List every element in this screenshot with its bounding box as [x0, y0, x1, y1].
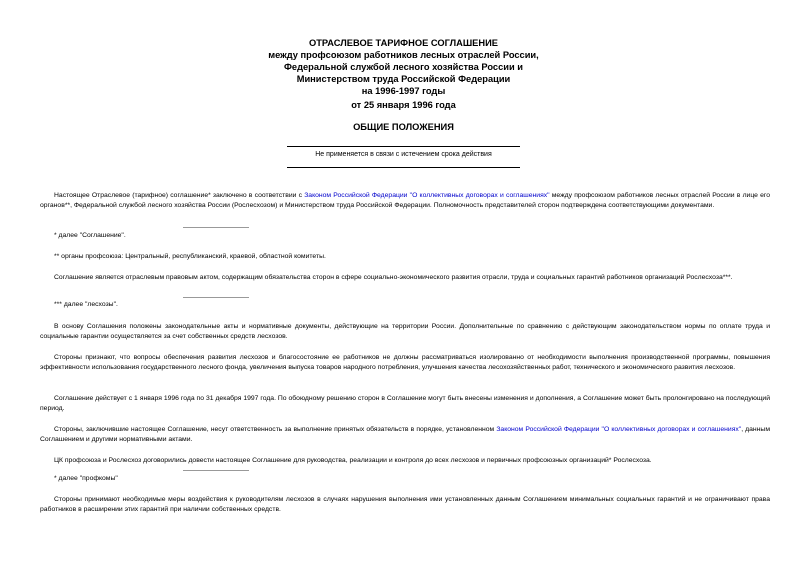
divider: [287, 167, 520, 168]
paragraph-5: Соглашение действует с 1 января 1996 года по 31 декабря 1997 года. По обоюдному решению сторон в Соглашение могут быть внесены изменения и дополнения, а Соглашение может быть пролонгировано на последующий период.: [40, 395, 770, 412]
law-link[interactable]: Законом Российской Федерации "О коллективных договорах и соглашениях": [496, 426, 742, 433]
law-link[interactable]: Законом Российской Федерации "О коллективных договорах и соглашениях": [304, 192, 550, 199]
title-line: между профсоюзом работников лесных отраслей России,: [268, 50, 539, 60]
footnote-divider: [183, 297, 249, 298]
document-title: [0, 37, 807, 97]
section-heading: ОБЩИЕ ПОЛОЖЕНИЯ: [353, 122, 454, 132]
title-line: Министерством труда Российской Федерации: [296, 74, 511, 84]
document-date: от 25 января 1996 года: [351, 100, 456, 110]
divider: [287, 146, 520, 147]
footnote: * далее "Соглашение".: [54, 232, 126, 239]
paragraph-1: [40, 191, 770, 211]
paragraph-3: В основу Соглашения положены законодательные акты и нормативные документы, действующие на территории России. Дополнительные по сравнению с действующим законодательством нормы по оплате труда и социальные гарантии осуществляется за счет собственных средств лесхозов.: [40, 323, 770, 340]
paragraph-6: [40, 425, 770, 445]
text: , данным Соглашением и другими нормативными актами.: [40, 426, 770, 443]
paragraph-4: Стороны признают, что вопросы обеспечения развития лесхозов и благосостояние ее работников не должны рассматриваться изолированно от необходимости выполнения производственной программы, повышения эффективности использования государственного лесного фонда, увеличения выпуска товаров народного потребления, улучшения качества лесохозяйственных работ, технического и экономического развития лесхозов.: [40, 354, 770, 371]
paragraph-2: Соглашение является отраслевым правовым актом, содержащим обязательства сторон в сфере социально-экономического развития отрасли, труда и социальных гарантий работников организаций Рослесхоза***.: [54, 274, 733, 281]
footnote: ** органы профсоюза: Центральный, республиканский, краевой, областной комитеты.: [54, 253, 326, 260]
text: между профсоюзом работников лесных отраслей России в лице его органов**, Федеральной службой лесного хозяйства России (Рослесхозом) и Министерством труда Российской Федерации. Полномочность представителей сторон подтверждена соответствующими документами.: [40, 192, 770, 209]
status-note: Не применяется в связи с истечением срока действия: [315, 151, 492, 158]
footnote: *** далее "лесхозы".: [54, 301, 118, 308]
paragraph-7: ЦК профсоюза и Рослесхоз договорились довести настоящее Соглашение для руководства, реализации и контроля до всех лесхозов и первичных профсоюзных организаций* Рослесхоза.: [54, 457, 652, 464]
footnote: * далее "профкомы": [54, 475, 118, 482]
title-line: ОТРАСЛЕВОЕ ТАРИФНОЕ СОГЛАШЕНИЕ: [309, 38, 498, 48]
footnote-divider: [183, 227, 249, 228]
paragraph-8: Стороны принимают необходимые меры воздействия к руководителям лесхозов в случаях нарушения выполнения ими установленных данным Соглашением минимальных социальных гарантий и не ограничивают права работников в расширении этих гарантий при наличии собственных средств.: [40, 496, 770, 513]
footnote-divider: [183, 470, 249, 471]
title-line: на 1996-1997 годы: [361, 86, 446, 96]
text: Настоящее Отраслевое (тарифное) соглашение* заключено в соответствии с: [54, 192, 305, 199]
text: Стороны, заключившие настоящее Соглашение, несут ответственность за выполнение принятых обязательств в порядке, установленном: [54, 426, 497, 433]
title-line: Федеральной службой лесного хозяйства России и: [283, 62, 524, 72]
